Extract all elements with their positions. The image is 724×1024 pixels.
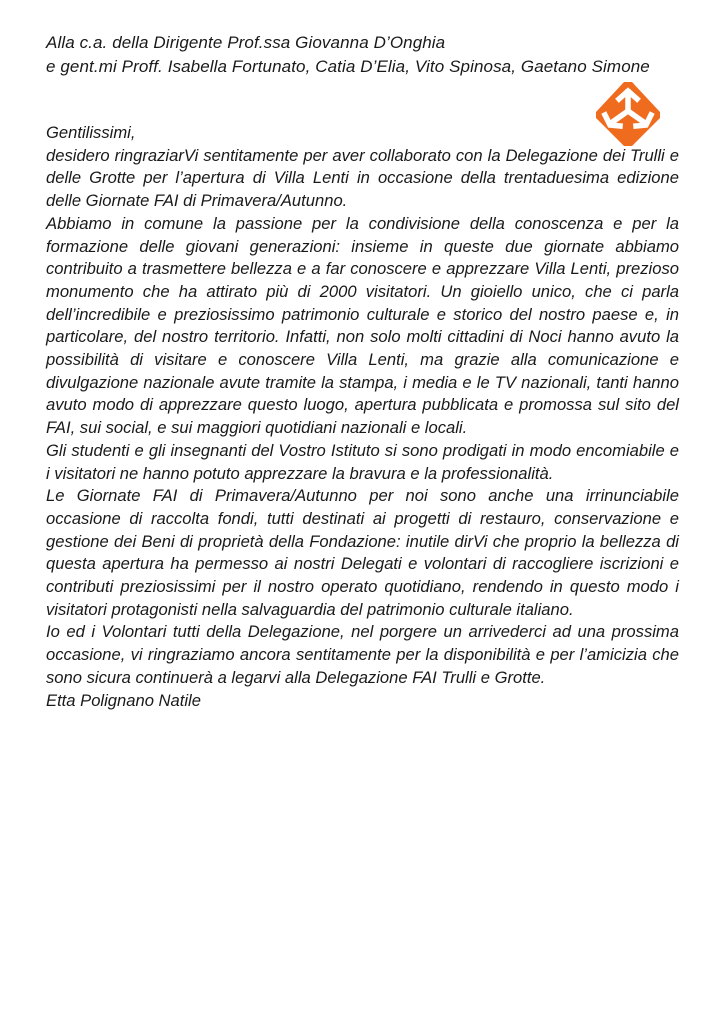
addressee-line-1: Alla c.a. della Dirigente Prof.ssa Giovanna D’Onghia — [46, 33, 446, 52]
greeting: Gentilissimi, — [46, 123, 136, 142]
addressee-line-2: e gent.mi Proff. Isabella Fortunato, Catia D’Elia, Vito Spinosa, Gaetano Simone — [46, 57, 650, 76]
paragraph-passion: Abbiamo in comune la passione per la condivisione della conoscenza e per la formazione delle giovani generazioni: insieme in queste due giornate abbiamo contribuito a trasmettere bellezza e a far conoscere e apprezzare Villa Lenti, prezioso monumento che ha attirato più di 2000 visitatori. Un gioiello unico, che ci parla dell’incredibile e preziosissimo patrimonio culturale e storico del nostro paese e, in particolare, del nostro territorio. Infatti, non solo molti cittadini di Noci hanno avuto la possibilità di visitare e conoscere Villa Lenti, ma grazie alla comunicazione e divulgazione nazionale avute tramite la stampa, i media e le TV nazionali, tanti hanno avuto modo di apprezzare questo luogo, apertura pubblicata e promossa sul sito del FAI, sui social, e sui maggiori quotidiani nazionali e locali. — [46, 213, 679, 438]
paragraph-closing: Io ed i Volontari tutti della Delegazione, nel porgere un arrivederci ad una prossima occasione, vi ringraziamo ancora sentitamente per la disponibilità e per l’amicizia che sono sicura continuerà a legarvi alla Delegazione FAI Trulli e Grotte. — [46, 622, 679, 687]
letter-body — [46, 122, 679, 712]
paragraph-students: Gli studenti e gli insegnanti del Vostro Istituto si sono prodigati in modo encomiabile e i visitatori ne hanno potuto apprezzare la bravura e la professionalità. — [46, 440, 679, 483]
paragraph-fundraising: Le Giornate FAI di Primavera/Autunno per noi sono anche una irrinunciabile occasione di raccolta fondi, tutti destinati ai progetti di restauro, conservazione e gestione dei Beni di proprietà della Fondazione: inutile dirVi che proprio la bellezza di questa apertura ha permesso ai nostri Delegati e volontari di raccogliere iscrizioni e contributi preziosissimi per il nostro operato quotidiano, rendendo in questo modo i visitatori protagonisti nella salvaguardia del patrimonio culturale italiano. — [46, 486, 679, 619]
signature: Etta Polignano Natile — [46, 690, 201, 710]
addressee-block — [46, 31, 686, 79]
paragraph-thanks: desidero ringraziarVi sentitamente per aver collaborato con la Delegazione dei Trulli e delle Grotte per l’apertura di Villa Lenti in occasione della trentaduesima edizione delle Giornate FAI di Primavera/Autunno. — [46, 145, 679, 211]
